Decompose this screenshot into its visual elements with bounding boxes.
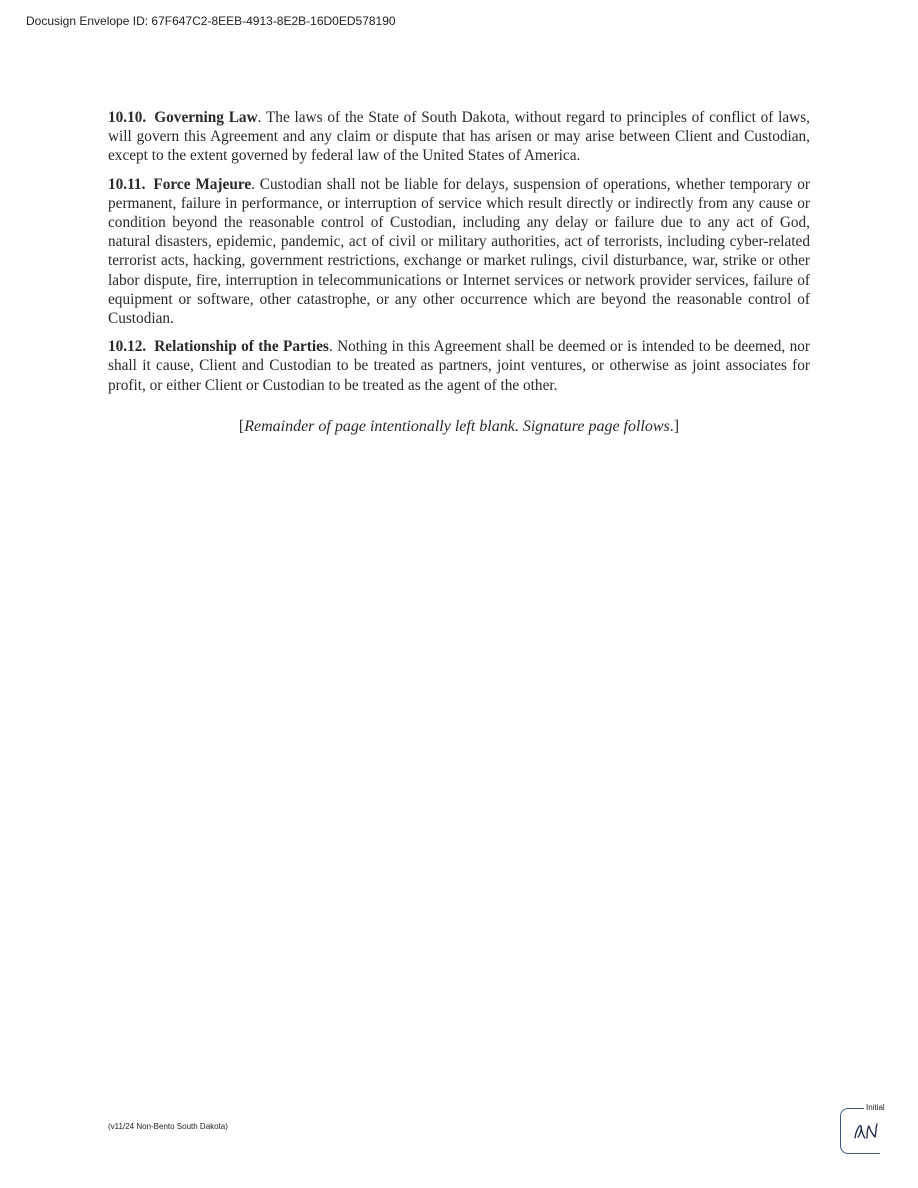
section-relationship-of-parties <box>108 337 810 395</box>
section-body: . Custodian shall not be liable for delays, suspension of operations, whether temporary or permanent, failure in performance, or interruption of service which result directly or indirectly from any cause or condition beyond the reasonable control of Custodian, including any delay or failure due to any act of God, natural disasters, epidemic, pandemic, act of civil or military authorities, act of terrorists, including cyber-related terrorist acts, hacking, government restrictions, exchange or market rulings, civil disturbance, war, strike or other labor dispute, fire, interruption in telecommunications or Internet services or network provider services, failure of equipment or software, other catastrophe, or any other occurrence which are beyond the reasonable control of Custodian. <box>108 175 810 328</box>
envelope-id: Docusign Envelope ID: 67F647C2-8EEB-4913-8E2B-16D0ED578190 <box>26 14 396 28</box>
section-title: Force Majeure <box>153 175 252 193</box>
remainder-close-bracket: .] <box>669 417 680 435</box>
section-force-majeure <box>108 175 810 329</box>
remainder-text: Remainder of page intentionally left blank. Signature page follows <box>244 417 670 435</box>
section-title: Governing Law <box>154 109 258 126</box>
document-body <box>108 108 810 452</box>
section-number: 10.12. <box>108 338 147 356</box>
section-governing-law <box>108 108 810 166</box>
remainder-open-bracket: [ <box>238 417 245 435</box>
section-number: 10.11. <box>108 175 146 193</box>
initial-signature <box>852 1118 882 1144</box>
section-number: 10.10. <box>108 109 147 126</box>
initial-label: Initial <box>866 1103 885 1112</box>
section-body: . Nothing in this Agreement shall be deemed or is intended to be deemed, nor shall it cause, Client and Custodian to be treated as partners, joint ventures, or otherwise as joint associates for profit, or either Client or Custodian to be treated as the agent of the other. <box>108 338 810 394</box>
remainder-note <box>108 417 810 436</box>
section-body: . The laws of the State of South Dakota, without regard to principles of conflict of laws, will govern this Agreement and any claim or dispute that has arisen or may arise between Client and Custodian, except to the extent governed by federal law of the United States of America. <box>108 109 810 165</box>
footer-version: (v11/24 Non-Bento South Dakota) <box>108 1122 228 1131</box>
section-title: Relationship of the Parties <box>154 338 329 356</box>
